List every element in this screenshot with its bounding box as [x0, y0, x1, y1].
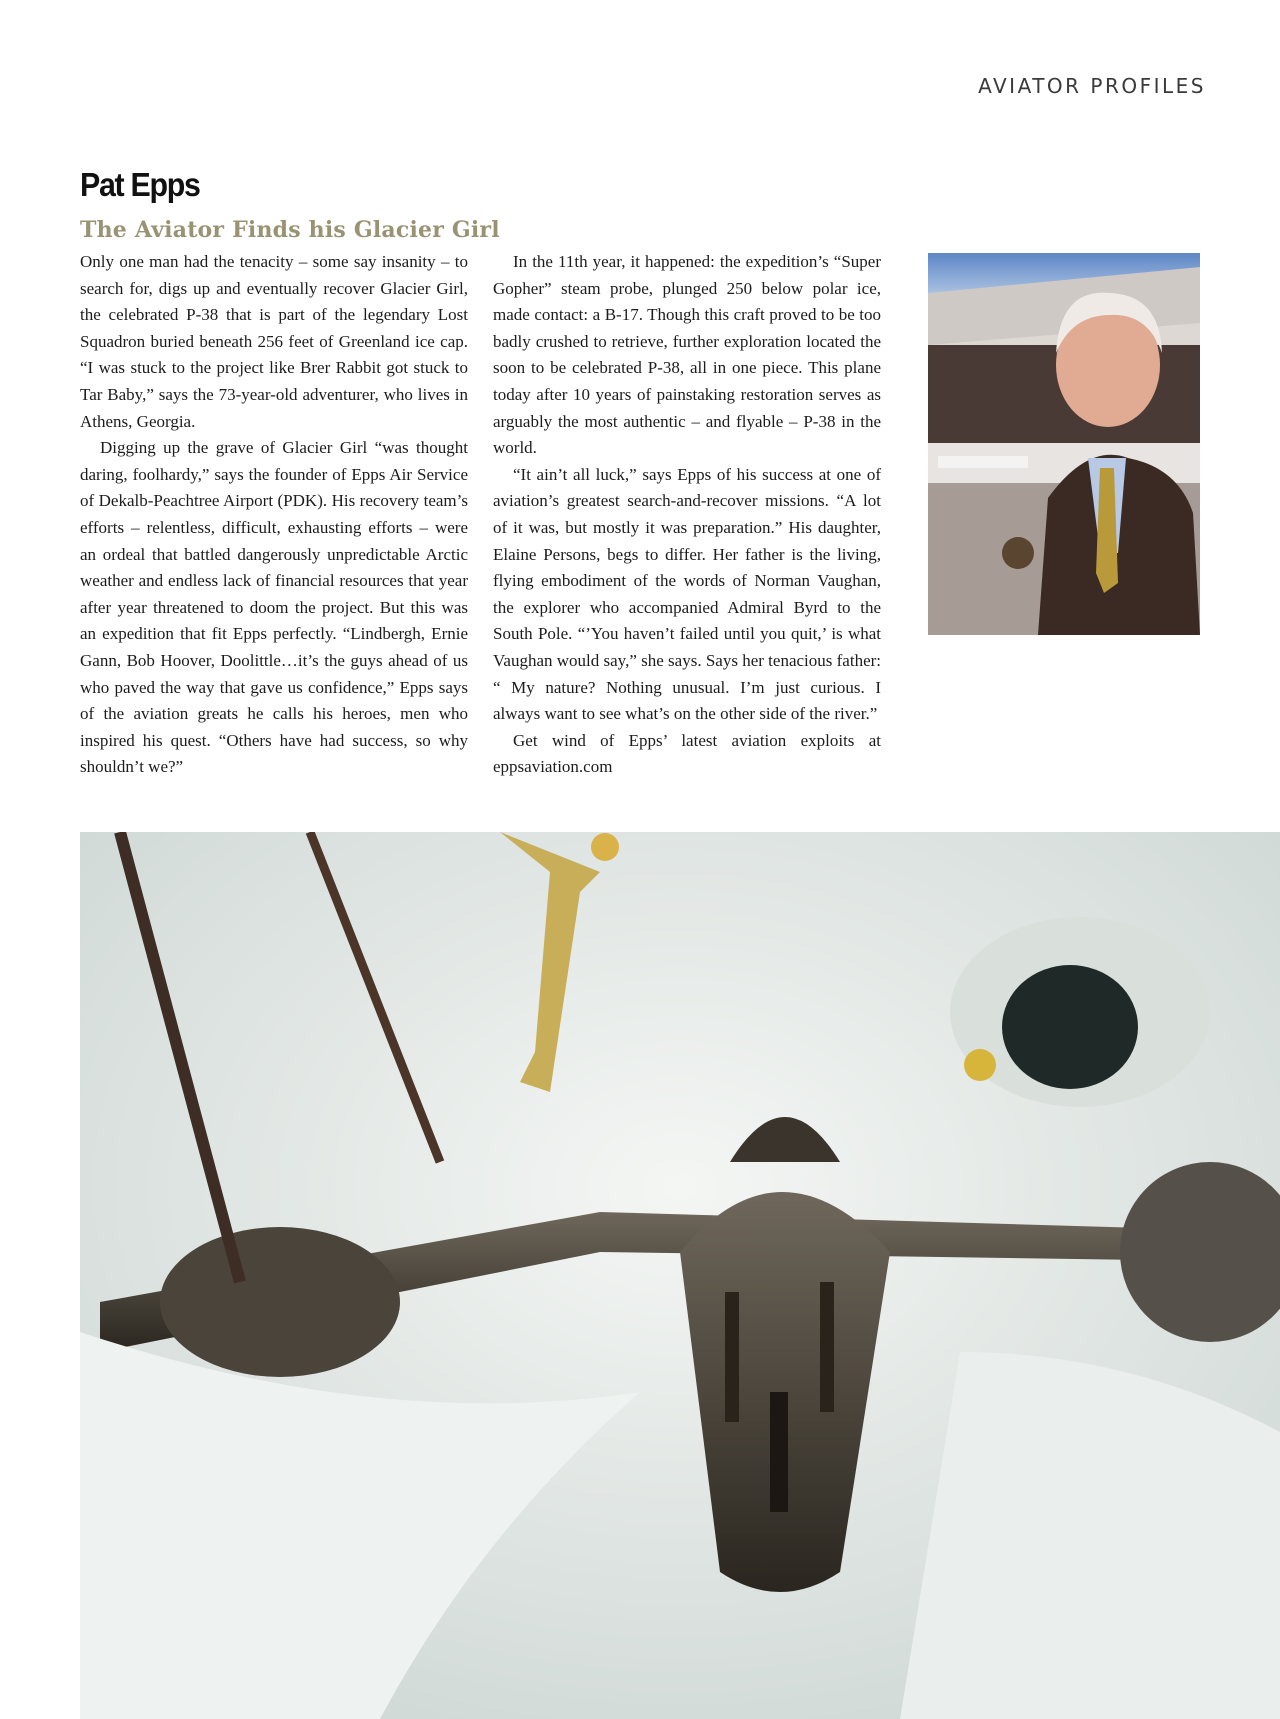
- article-title: Pat Epps: [80, 166, 200, 203]
- glacier-girl-recovery-photo: [80, 832, 1280, 1719]
- section-label: AVIATOR PROFILES: [978, 74, 1206, 98]
- paragraph: Only one man had the tenacity – some say insanity – to search for, digs up and eventually recover Glacier Girl, the celebrated P-38 that is part of the legendary Lost Squadron buried beneath 256 feet of Greenland ice cap. “I was stuck to the project like Brer Rabbit got stuck to Tar Baby,” says the 73-year-old adventurer, who lives in Athens, Georgia.: [80, 252, 468, 431]
- paragraph: Digging up the grave of Glacier Girl “was thought daring, foolhardy,” says the founder of Epps Air Service of Dekalb-Peachtree Airport (PDK). His recovery team’s efforts – relentless, difficult, exhausting efforts – were an ordeal that battled dangerously unpredictable Arctic weather and endless lack of financial resources that year after year threatened to doom the project. But this was an expedition that fit Epps perfectly. “Lindbergh, Ernie Gann, Bob Hoover, Doolittle…it’s the guys ahead of us who paved the way that gave us confidence,” Epps says of the aviation greats he calls his heroes, men who inspired his quest. “Others have had success, so why shouldn’t we?”: [80, 438, 468, 777]
- paragraph: In the 11th year, it happened: the expedition’s “Super Gopher” steam probe, plunged 250 below polar ice, made contact: a B-17. Though this craft proved to be too badly crushed to retrieve, further exploration located the soon to be celebrated P-38, all in one piece. This plane today after 10 years of painstaking restoration serves as arguably the most authentic – and flyable – P-38 in the world.: [493, 252, 881, 458]
- article-column-1: [80, 249, 468, 781]
- paragraph: “It ain’t all luck,” says Epps of his success at one of aviation’s greatest search-and-recover missions. “A lot of it was, but mostly it was preparation.” His daughter, Elaine Persons, begs to differ. Her father is the living, flying embodiment of the words of Norman Vaughan, the explorer who accompanied Admiral Byrd to the South Pole. “’You haven’t failed until you quit,’ is what Vaughan would say,” she says. Says her tenacious father: “ My nature? Nothing unusual. I’m just curious. I always want to see what’s on the other side of the river.”: [493, 464, 881, 724]
- portrait-photo: [928, 253, 1200, 635]
- article-subtitle: The Aviator Finds his Glacier Girl: [80, 217, 500, 243]
- paragraph: Get wind of Epps’ latest aviation exploits at eppsaviation.com: [493, 730, 881, 777]
- article-column-2: [493, 249, 881, 781]
